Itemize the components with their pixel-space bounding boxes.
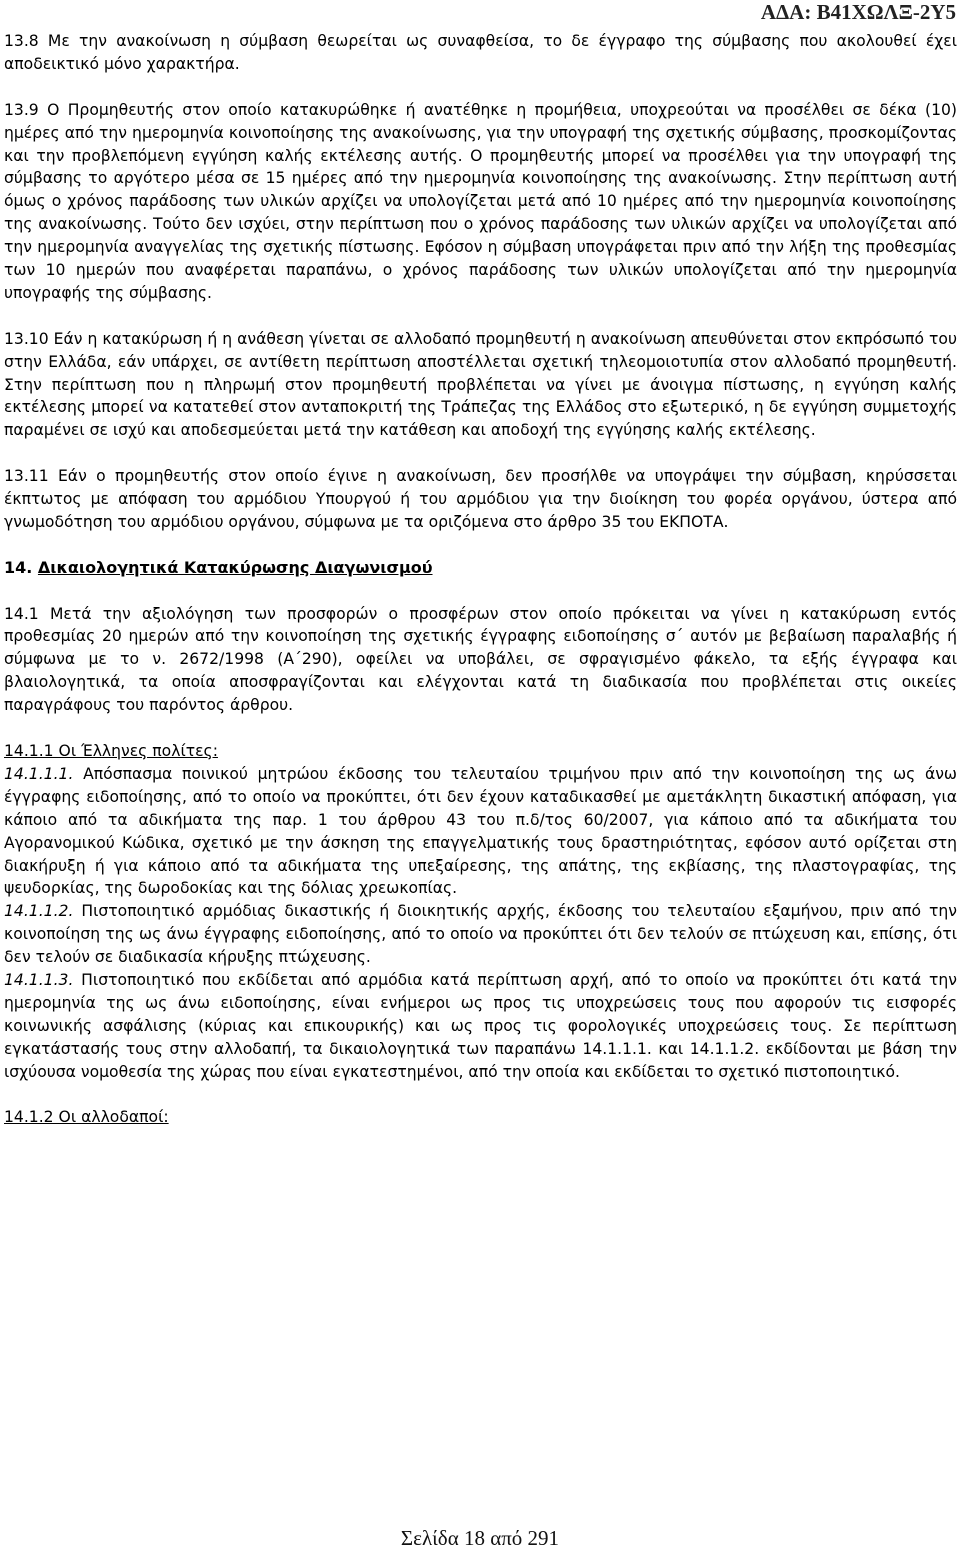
subsection-14-1-2-title: 14.1.2 Οι αλλοδαποί: [4, 1108, 169, 1127]
paragraph-13-8: 13.8 Με την ανακοίνωση η σύμβαση θεωρείται ως συναφθείσα, το δε έγγραφο της σύμβασης που ακολουθεί έχει αποδεικτικό μόνο χαρακτήρα. [4, 32, 957, 73]
item-14-1-1-1-number: 14.1.1.1. [4, 764, 74, 783]
paragraph-13-10: 13.10 Εάν η κατακύρωση ή η ανάθεση γίνεται σε αλλοδαπό προμηθευτή η ανακοίνωση απευθύνεται στον εκπρόσωπό του στην Ελλάδα, εάν υπάρχει, σε αντίθετη περίπτωση αποστέλλεται σχετική τηλεομοιοτυπία στον αλλοδαπό προμηθευτή. Στην περίπτωση που η πληρωμή στον προμηθευτή προβλέπεται να γίνει με άνοιγμα πίστωσης, η εγγύηση καλής εκτέλεσης μπορεί να κατατεθεί στον ανταποκριτή της Τράπεζας της Ελλάδος στο εξωτερικό, η δε εγγύηση συμμετοχής παραμένει σε ισχύ και αποδεσμεύεται μετά την κατάθεση και αποδοχή της εγγύησης καλής εκτέλεσης. [4, 329, 957, 440]
item-14-1-1-2-text: Πιστοποιητικό αρμόδιας δικαστικής ή διοικητικής αρχής, έκδοσης του τελευταίου εξαμήνου, πριν από την κοινοποίηση της ως άνω έγγραφης ειδοποίησης, από το οποίο να προκύπτει ότι δεν τελούν σε πτώχευση και, επίσης, ότι δεν τελούν σε διαδικασία κήρυξης πτώχευσης. [4, 902, 957, 967]
paragraph-13-11: 13.11 Εάν ο προμηθευτής στον οποίο έγινε η ανακοίνωση, δεν προσήλθε να υπογράψει την σύμβαση, κηρύσσεται έκπτωτος με απόφαση του αρμόδιου Υπουργού ή του αρμόδιου για την διοίκηση του φορέα οργάνου, ύστερα από γνωμοδότηση του αρμόδιου οργάνου, σύμφωνα με τα οριζόμενα στο άρθρο 35 του ΕΚΠΟΤΑ. [4, 467, 957, 531]
paragraph-14-1: 14.1 Μετά την αξιολόγηση των προσφορών ο προσφέρων στον οποίο πρόκειται να γίνει η κατακύρωση εντός προθεσμίας 20 ημερών από την κοινοποίηση της σχετικής έγγραφης ειδοποίησης σ΄ αυτόν με βεβαίωση παραλαβής ή σύμφωνα με το ν. 2672/1998 (Α΄290), οφείλει να υποβάλει, σε σφραγισμένο φάκελο, τα εξής έγγραφα και βλαιολογητικά, τα οποία αποσφραγίζονται και ελέγχονται κατά τη διαδικασία που προβλέπεται στις οικείες παραγράφους του παρόντος άρθρου. [4, 604, 957, 715]
item-14-1-1-1-text: Απόσπασμα ποινικού μητρώου έκδοσης του τελευταίου τριμήνου πριν από την κοινοποίηση της ως άνω έγγραφης ειδοποίησης, από το οποίο να προκύπτει, ότι δεν έχουν καταδικασθεί με αμετάκλητη δικαστική απόφαση, για κάποιο από τα αδικήματα της παρ. 1 του άρθρου 43 του π.δ/τος 60/2007, για κάποιο από τα αδικήματα του Αγορανομικού Κώδικα, σχετικό με την άσκηση της επαγγελματικής τους δραστηριότητας, εφόσον αυτό ορίζεται στη διακήρυξη ή για κάποιο από τα αδικήματα της υπεξαίρεσης, της απάτης, της εκβίασης, της πλαστογραφίας, της ψευδορκίας, της δωροδοκίας και της δόλιας χρεωκοπίας. [4, 764, 957, 898]
section-14-number: 14. [4, 557, 33, 577]
item-14-1-1-1 [4, 763, 957, 900]
section-14-heading [4, 557, 957, 580]
paragraph-13-9: 13.9 Ο Προμηθευτής στον οποίο κατακυρώθηκε ή ανατέθηκε η προμήθεια, υποχρεούται να προσέλθει σε δέκα (10) ημέρες από την ημερομηνία κοινοποίησης της ανακοίνωσης, για την υπογραφή της σχετικής σύμβασης, προσκομίζοντας και την προβλεπόμενη εγγύηση καλής εκτέλεσης αυτής. Ο προμηθευτής μπορεί να προσέλθει για την υπογραφή της σύμβασης το αργότερο μέσα σε 15 ημέρες από την ημερομηνία κοινοποίησης της ανακοίνωσης. Στην περίπτωση αυτή όμως ο χρόνος παράδοσης των υλικών αρχίζει να υπολογίζεται μετά από 10 ημέρες από την ημερομηνία κοινοποίησης της ανακοίνωσης. Τούτο δεν ισχύει, στην περίπτωση που ο χρόνος παράδοσης των υλικών αρχίζει να υπολογίζεται από την ημερομηνία αναγγελίας της σχετικής πίστωσης. Εφόσον η σύμβαση υπογράφεται πριν από την λήξη της προθεσμίας των 10 ημερών που αναφέρεται παραπάνω, ο χρόνος παράδοσης των υλικών υπολογίζεται από την ημερομηνία υπογραφής της σύμβασης. [4, 100, 957, 302]
item-14-1-1-2 [4, 900, 957, 969]
page-number: Σελίδα 18 από 291 [400, 1526, 560, 1550]
section-14-title: Δικαιολογητικά Κατακύρωσης Διαγωνισμού [37, 557, 433, 577]
item-14-1-1-3-text: Πιστοποιητικό που εκδίδεται από αρμόδια κατά περίπτωση αρχή, από το οποίο να προκύπτει ότι κατά την ημερομηνία της ως άνω ειδοποίησης, είναι ενήμεροι ως προς τις υποχρεώσεις τους που αφορούν τις εισφορές κοινωνικής ασφάλισης (κύριας και επικουρικής) και ως προς τις φορολογικές υποχρεώσεις τους. Σε περίπτωση εγκατάστασής τους στην αλλοδαπή, τα δικαιολογητικά των παραπάνω 14.1.1.1. και 14.1.1.2. εκδίδονται με βάση την ισχύουσα νομοθεσία της χώρας που είναι εγκατεστημένοι, από την οποία και εκδίδεται το σχετικό πιστοποιητικό. [4, 971, 957, 1081]
ada-code: ΑΔΑ: Β41ΧΩΛΞ-2Υ5 [760, 0, 956, 24]
item-14-1-1-3 [4, 969, 957, 1084]
subsection-14-1-1-title: 14.1.1 Οι Έλληνες πολίτες: [4, 742, 218, 760]
subsection-14-1-1 [4, 740, 957, 763]
item-14-1-1-3-number: 14.1.1.3. [4, 971, 74, 990]
subsection-14-1-2 [4, 1106, 957, 1129]
item-14-1-1-2-number: 14.1.1.2. [4, 902, 74, 921]
document-body [4, 30, 957, 1129]
